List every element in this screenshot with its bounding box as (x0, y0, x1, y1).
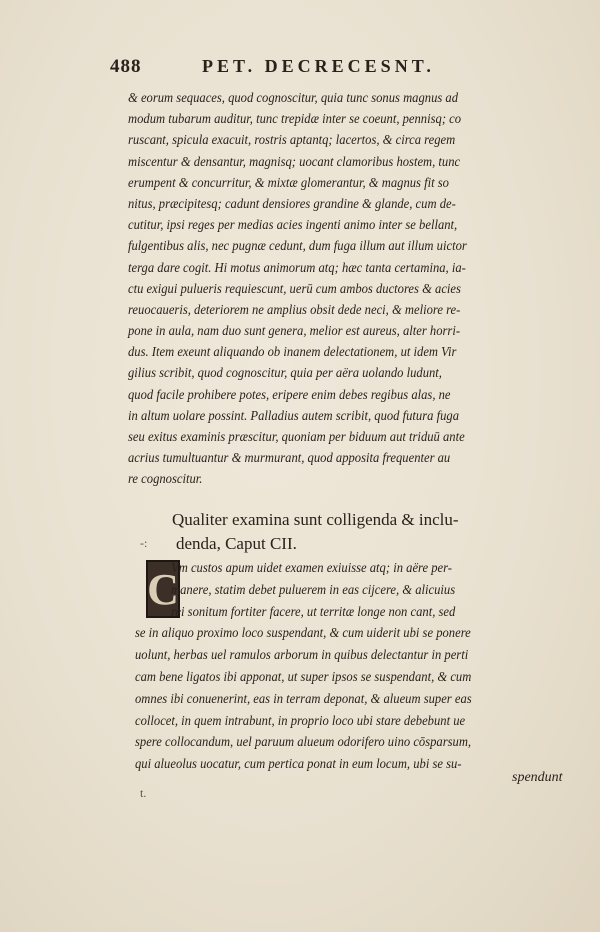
text-line: cutitur, ipsi reges per medias acies ingenti animo inter se bellant, (128, 218, 458, 234)
text-line: qui alueolus uocatur, cum pertica ponat in eum locum, ubi se su- (135, 757, 462, 773)
text-line: rei sonitum fortiter facere, ut territæ longe non cant, sed (171, 604, 456, 620)
text-line: & eorum sequaces, quod cognoscitur, quia tunc sonus magnus ad (128, 91, 459, 106)
catchword: spendunt (512, 770, 563, 785)
text-line: manere, statim debet puluerem in eas cijcere, & alicuius (171, 582, 456, 598)
chapter-heading-line-2: denda, Caput CII. (176, 534, 297, 553)
text-line: in altum uolare possint. Palladius autem scribit, quod futura fuga (128, 408, 460, 424)
text-line: reuocaueris, deteriorem ne amplius obsit dede neci, & meliore re- (128, 302, 461, 318)
text-line: omnes ibi conuenerint, eas in terram deponat, & alueum super eas (135, 691, 472, 707)
text-line: dus. Item exeunt aliquando ob inanem delectationem, ut idem Vir (128, 345, 457, 361)
text-line: Vm custos apum uidet examen exiuisse atq; in aëre per- (171, 561, 452, 576)
margin-mark: -: (140, 536, 148, 550)
chapter-heading-line-1: Qualiter examina sunt colligenda & inclu- (172, 510, 459, 529)
chapter-heading (172, 508, 562, 556)
text-line: gilius scribit, quod cognoscitur, quia per aëra uolando ludunt, (128, 366, 442, 382)
text-line: cam bene ligatos ibi apponat, ut super ipsos se suspendant, & cum (135, 669, 472, 685)
text-line: uolunt, herbas uel ramulos arborum in quibus delectantur in perti (135, 648, 469, 664)
text-line: ctu exigui pulueris requiescunt, uerū cum ambos ductores & acies (128, 281, 461, 297)
text-line: terga dare cogit. Hi motus animorum atq; hæc tanta certamina, ia- (128, 260, 466, 276)
drop-cap-letter: C (147, 564, 179, 614)
text-line: ruscant, spicula exacuit, rostris aptantq; lacertos, & circa regem (128, 133, 456, 149)
text-line: nitus, præcipitesq; cadunt densiores grandine & glande, cum de- (128, 196, 456, 212)
paragraph-2 (135, 558, 575, 776)
text-line: spere collocandum, uel paruum alueum odorifero uino cōsparsum, (135, 735, 472, 751)
page-number: 488 (110, 56, 142, 77)
page-header (110, 56, 530, 82)
text-line: quod facile prohibere potes, eripere enim debes regibus alas, ne (128, 387, 451, 403)
text-line: fulgentibus alis, nec pugnæ cedunt, dum fuga illum aut illum uictor (128, 239, 467, 255)
text-line: erumpent & concurritur, & mixtæ glomerantur, & magnus fit so (128, 175, 449, 191)
text-line: modum tubarum auditur, tunc trepidæ inter se coeunt, pennisq; co (128, 112, 462, 128)
text-line: seu exitus examinis præscitur, quoniam per biduum aut triduū ante (128, 430, 465, 445)
text-line: acrius tumultuantur & murmurant, quod apposita frequenter au (128, 451, 451, 467)
text-line: se in aliquo proximo loco suspendant, & cum uiderit ubi se ponere (135, 626, 471, 642)
paragraph-1 (128, 88, 568, 491)
running-head: PET. DECRECESNT. (202, 56, 435, 76)
text-line: miscentur & densantur, magnisq; uocant clamoribus hostem, tunc (128, 154, 461, 170)
text-line: collocet, in quem intrabunt, in proprio loco ubi stare debebunt ue (135, 713, 466, 729)
margin-mark: t. (140, 786, 147, 800)
text-line: pone in aula, nam duo sunt genera, melior est aureus, alter horri- (128, 324, 461, 340)
text-line: re cognoscitur. (128, 472, 203, 488)
